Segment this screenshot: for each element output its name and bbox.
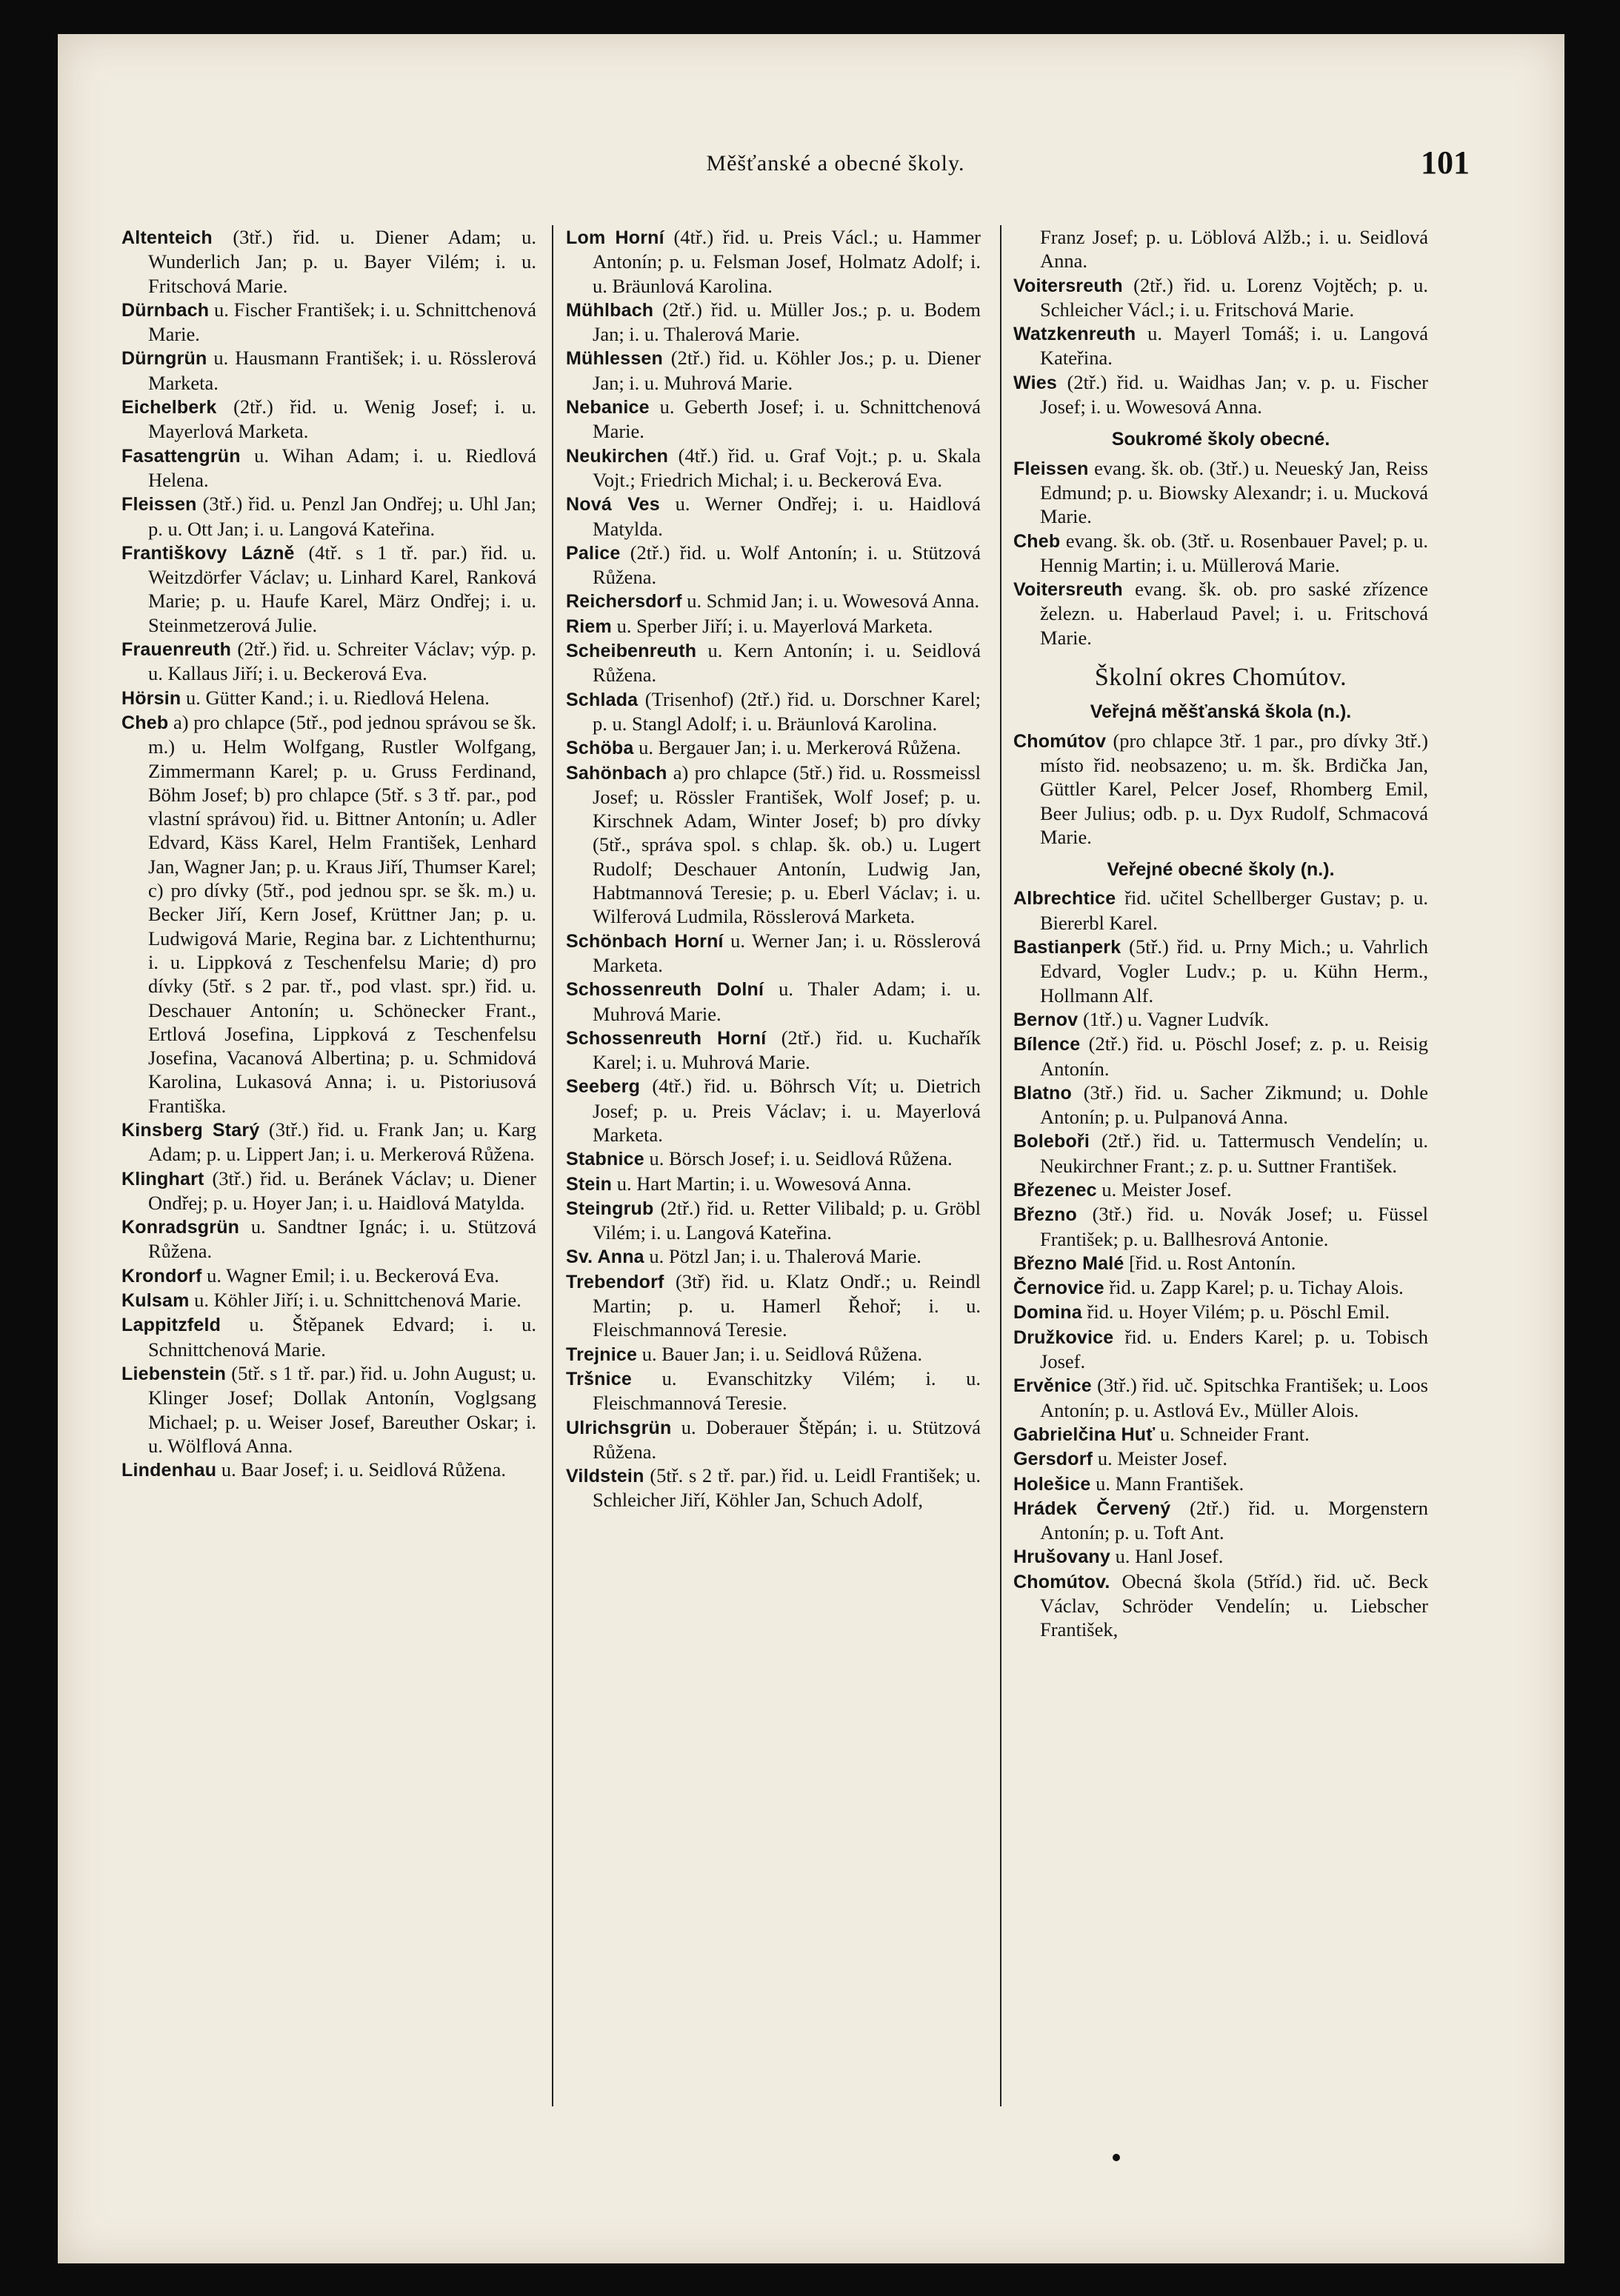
- school-entry: [121, 1312, 536, 1361]
- school-entry: [1013, 1422, 1428, 1446]
- school-entry: [1013, 1569, 1428, 1642]
- school-entry: [566, 1172, 981, 1196]
- entry-text: (2tř.) řid. u. Morgenstern Antonín; p. u. Toft Ant.: [1040, 1496, 1428, 1544]
- entry-text: (2tř.) řid. u. Pöschl Josef; z. p. u. Reisig Antonín.: [1040, 1032, 1428, 1080]
- entry-text: u. Börsch Josef; i. u. Seidlová Růžena.: [649, 1147, 953, 1170]
- place-name: Dürngrün: [121, 348, 207, 370]
- entry-text: (2tř.) řid. u. Retter Vilibald; p. u. Gröbl Vilém; i. u. Langová Kateřina.: [593, 1196, 981, 1244]
- place-name: Chomútov.: [1013, 1571, 1110, 1592]
- entry-text: u. Sperber Jiří; i. u. Mayerlová Marketa.: [616, 614, 933, 637]
- place-name: Lappitzfeld: [121, 1315, 221, 1336]
- entry-text: u. Wihan Adam; i. u. Riedlová Helena.: [148, 444, 536, 491]
- school-entry: [566, 395, 981, 444]
- school-entry: [566, 346, 981, 395]
- place-name: Hrádek Červený: [1013, 1498, 1171, 1519]
- entry-text: (4tř.) řid. u. Graf Vojt.; p. u. Skala Vojt.; Friedrich Michal; i. u. Beckerová Eva.: [593, 444, 981, 491]
- entry-text: (4tř. s 1 tř. par.) řid. u. Weitzdörfer Václav; u. Linhard Karel, Ranková Marie; p. u. Haufe Karel, März Ondřej; i. u. Steinmetzerová Julie.: [148, 541, 536, 636]
- place-name: Steingrub: [566, 1198, 654, 1219]
- entry-text: (2tř.) řid. u. Lorenz Vojtěch; p. u. Schleicher Václ.; i. u. Fritschová Marie.: [1040, 273, 1428, 321]
- school-entry: [121, 1361, 536, 1458]
- entry-text: u. Doberauer Štěpán; i. u. Stützová Růžena.: [593, 1415, 981, 1463]
- place-name: Mühlessen: [566, 348, 663, 370]
- section-heading: Veřejné obecné školy (n.).: [1107, 859, 1335, 881]
- school-entry: [1013, 1446, 1428, 1471]
- entry-text: u. Hausmann František; i. u. Rösslerová Marketa.: [148, 347, 536, 394]
- entry-text: (2tř.) řid. u. Waidhas Jan; v. p. u. Fischer Josef; i. u. Wowesová Anna.: [1040, 370, 1428, 418]
- entry-text: (5tř. s 2 tř. par.) řid. u. Leidl František; u. Schleicher Jiří, Köhler Jan, Schuch Adolf,: [593, 1464, 981, 1512]
- school-entry: [1013, 1275, 1428, 1300]
- school-entry: [566, 614, 981, 638]
- school-entry: [1013, 577, 1428, 650]
- district-heading: Školní okres Chomútov.: [1094, 664, 1347, 692]
- school-entry: [566, 1074, 981, 1147]
- school-entry: [566, 1415, 981, 1464]
- place-name: Fleissen: [1013, 458, 1089, 479]
- school-entry: [1013, 1129, 1428, 1178]
- school-entry: [121, 395, 536, 444]
- place-name: Klinghart: [121, 1168, 204, 1189]
- entry-text: (2tř.) řid. u. Müller Jos.; p. u. Bodem Jan; i. u. Thalerová Marie.: [593, 298, 981, 346]
- school-entry: [1013, 1373, 1428, 1422]
- entry-text: u. Mann František.: [1096, 1472, 1244, 1495]
- place-name: Schönbach Horní: [566, 930, 724, 952]
- school-entry: [1013, 1251, 1428, 1275]
- place-name: Liebenstein: [121, 1363, 227, 1384]
- entry-text: (2tř.) řid. u. Wenig Josef; i. u. Mayerlová Marketa.: [148, 396, 536, 443]
- school-entry: [1013, 1178, 1428, 1202]
- place-name: Schossenreuth Horní: [566, 1027, 767, 1049]
- entry-text: u. Wagner Emil; i. u. Beckerová Eva.: [207, 1264, 499, 1287]
- entry-text: (2tř.) řid. u. Schreiter Václav; výp. p. u. Kallaus Jiří; i. u. Beckerová Eva.: [148, 638, 536, 685]
- school-entry: [1013, 1544, 1428, 1569]
- school-entry: [1013, 729, 1428, 849]
- entry-text: (3tř) řid. u. Klatz Ondř.; u. Reindl Martin; p. u. Hamerl Řehoř; i. u. Fleischmannová Teresie.: [593, 1269, 981, 1341]
- entry-text: řid. učitel Schellberger Gustav; p. u. Biererbl Karel.: [1040, 887, 1428, 934]
- place-name: Riem: [566, 615, 612, 637]
- place-name: Františkovy Lázně: [121, 542, 295, 564]
- section-heading: Veřejná měšťanská škola (n.).: [1090, 701, 1352, 723]
- school-entry: [566, 1366, 981, 1415]
- place-name: Frauenreuth: [121, 639, 232, 661]
- entry-text: (2tř.) řid. u. Tattermusch Vendelín; u. Neukirchner Frant.; z. p. u. Suttner František.: [1040, 1129, 1428, 1177]
- place-name: Chomútov: [1013, 730, 1107, 752]
- entry-text: a) pro chlapce (5tř.) řid. u. Rossmeissl Josef; u. Rössler František, Wolf Josef; p. u. Kirschnek Adam, Winter Josef; b) pro dívky (5tř., správa spol. s chlap. šk. ob.) u. Lugert Rudolf; Deschauer Antonín, Ludwig Jan, Habtmannová Teresie; p. u. Eberl Václav; i. u. Wilferová Ludmila, Rösslerová Marketa.: [593, 761, 981, 928]
- school-entry: [566, 977, 981, 1026]
- place-name: Lom Horní: [566, 227, 664, 248]
- place-name: Seeberg: [566, 1076, 641, 1098]
- entry-text: u. Werner Jan; i. u. Rösslerová Marketa.: [593, 929, 981, 976]
- column-rule: [552, 225, 553, 2106]
- place-name: Reichersdorf: [566, 591, 682, 613]
- entry-text: a) pro chlapce (5tř., pod jednou správou se šk. m.) u. Helm Wolfgang, Rustler Wolfgang, Zimmermann Karel; p. u. Gruss Ferdinand, Böhm Josef; b) pro chlapce (5tř. s 3 tř. par., pod vlastní správou) řid. u. Bittner Antonín; u. Adler Edvard, Käss Karel, Helm František, Lenhard Jan, Wagner Jan; p. u. Kraus Jiří, Thumser Karel; c) pro dívky (5tř., pod jednou spr. se šk. m.) u. Becker Jiří, Kern Josef, Krüttner Jan; p. u. Ludwigová Marie, Regina bar. z Lichtenthurnu; i. u. Lippková z Teschenfelsu Marie; d) pro dívky (5tř. s 2 par. tř., pod vlast. spr.) řid. u. Deschauer Antonín; u. Schönecker Frant., Ertlová Josefina, Lippková z Teschenfelsu Josefina, Vacanová Albertina; p. u. Schmidová Karolina, Lukasová Anna; i. u. Pistoriusová Františka.: [148, 710, 536, 1117]
- entry-text: (3tř.) řid. uč. Spitschka František; u. Loos Antonín; p. u. Astlová Ev., Müller Alois.: [1040, 1374, 1428, 1421]
- place-name: Gabrielčina Huť: [1013, 1424, 1156, 1445]
- place-name: Fasattengrün: [121, 445, 241, 467]
- place-name: Březno Malé: [1013, 1252, 1124, 1274]
- entry-text: (3tř.) řid. u. Sacher Zikmund; u. Dohle Antonín; p. u. Pulpanová Anna.: [1040, 1081, 1428, 1129]
- place-name: Hörsin: [121, 687, 181, 709]
- school-entry: [1013, 1202, 1428, 1251]
- entry-text: u. Meister Josef.: [1101, 1178, 1232, 1201]
- place-name: Palice: [566, 542, 621, 564]
- school-entry: [1013, 935, 1428, 1007]
- place-name: Schöba: [566, 738, 634, 759]
- school-entry: [1013, 529, 1428, 578]
- school-entry: [566, 298, 981, 347]
- entry-text: Obecná škola (5tříd.) řid. uč. Beck Václav, Schröder Vendelín; u. Liebscher František,: [1040, 1569, 1428, 1641]
- place-name: Neukirchen: [566, 445, 669, 467]
- entry-text: [řid. u. Rost Antonín.: [1129, 1251, 1296, 1274]
- place-name: Nová Ves: [566, 494, 660, 515]
- place-name: Domina: [1013, 1302, 1082, 1324]
- place-name: Březenec: [1013, 1179, 1097, 1201]
- school-entry: [1013, 321, 1428, 370]
- place-name: Scheibenreuth: [566, 641, 697, 662]
- school-entry: [566, 225, 981, 298]
- school-entry: [1013, 370, 1428, 419]
- place-name: Mühlbach: [566, 299, 654, 321]
- school-entry: [566, 1342, 981, 1366]
- school-entry: [1013, 1300, 1428, 1324]
- place-name: Kulsam: [121, 1290, 190, 1312]
- school-entry: [566, 761, 981, 929]
- school-entry: [1013, 273, 1428, 322]
- school-entry: [566, 1464, 981, 1512]
- place-name: Bernov: [1013, 1009, 1079, 1030]
- school-entry: [1013, 1032, 1428, 1081]
- place-name: Kinsberg Starý: [121, 1119, 260, 1141]
- school-entry: [566, 492, 981, 541]
- school-entry: [566, 541, 981, 590]
- school-entry: [566, 735, 981, 760]
- entry-text: (1tř.) u. Vagner Ludvík.: [1082, 1007, 1270, 1030]
- school-entry: [121, 541, 536, 637]
- entry-text: (5tř. s 1 tř. par.) řid. u. John August; u. Klinger Josef; Dollak Antonín, Voglgsang Michael; p. u. Weiser Josef, Bareuther Oskar; i. u. Wölflová Anna.: [148, 1361, 536, 1457]
- entry-text: u. Štěpanek Edvard; i. u. Schnittchenová Marie.: [148, 1313, 536, 1361]
- entry-text: u. Fischer František; i. u. Schnittchenová Marie.: [148, 298, 536, 346]
- place-name: Březno: [1013, 1204, 1077, 1226]
- place-name: Boleboři: [1013, 1131, 1090, 1152]
- entry-text: u. Kern Antonín; i. u. Seidlová Růžena.: [593, 639, 981, 687]
- school-entry: [1013, 886, 1428, 935]
- school-entry: [566, 1269, 981, 1342]
- entry-text: (4tř.) řid. u. Preis Václ.; u. Hammer Antonín; p. u. Felsman Josef, Holmatz Adolf; i. u. Bräunlová Karolina.: [593, 226, 981, 297]
- running-title: Měšťanské a obecné školy.: [706, 151, 965, 176]
- entry-text: evang. šk. ob. (3tř.) u. Neueský Jan, Reiss Edmund; p. u. Biowsky Alexandr; i. u. Mucková Marie.: [1040, 456, 1428, 528]
- entry-text: (pro chlapce 3tř. 1 par., pro dívky 3tř.) místo řid. neobsazeno; u. m. šk. Brdička Jan, Güttler Karel, Pelcer Josef, Rhomberg Emil, Beer Julius; odb. p. u. Dyx Rudolf, Schmacová Marie.: [1040, 729, 1428, 848]
- school-entry: [1013, 1472, 1428, 1496]
- place-name: Schossenreuth Dolní: [566, 979, 764, 1001]
- page-number: 101: [1421, 144, 1470, 181]
- school-entry: [121, 637, 536, 686]
- entry-text: (5tř.) řid. u. Prny Mich.; u. Vahrlich Edvard, Vogler Ludv.; p. u. Kühn Herm., Hollmann Alf.: [1040, 935, 1428, 1007]
- school-entry: [566, 589, 981, 613]
- place-name: Holešice: [1013, 1473, 1091, 1495]
- place-name: Ulrichsgrün: [566, 1417, 672, 1438]
- place-name: Sv. Anna: [566, 1247, 644, 1268]
- place-name: Voitersreuth: [1013, 579, 1123, 601]
- school-entry: [1013, 456, 1428, 529]
- column-rule: [1000, 225, 1001, 2106]
- school-entry: [1013, 1081, 1428, 1129]
- place-name: Eichelberk: [121, 397, 217, 418]
- entry-text: (3tř.) řid. u. Beránek Václav; u. Diener Ondřej; p. u. Hoyer Jan; i. u. Haidlová Matylda.: [148, 1167, 536, 1214]
- school-entry: [1013, 1496, 1428, 1545]
- school-entry: [566, 444, 981, 493]
- place-name: Ervěnice: [1013, 1375, 1092, 1397]
- place-name: Schlada: [566, 689, 639, 710]
- place-name: Wies: [1013, 372, 1057, 393]
- school-entry: [121, 1167, 536, 1215]
- entry-text: (3tř.) řid. u. Diener Adam; u. Wunderlich Jan; p. u. Bayer Vilém; i. u. Fritschová Marie.: [148, 226, 536, 297]
- entry-text: u. Baar Josef; i. u. Seidlová Růžena.: [221, 1458, 506, 1481]
- school-entry: [566, 1244, 981, 1269]
- entry-text: u. Thaler Adam; i. u. Muhrová Marie.: [593, 978, 981, 1025]
- school-entry: [121, 1118, 536, 1167]
- entry-text: (3tř.) řid. u. Frank Jan; u. Karg Adam; p. u. Lippert Jan; i. u. Merkerová Růžena.: [148, 1118, 536, 1166]
- entry-text: u. Bergauer Jan; i. u. Merkerová Růžena.: [639, 736, 961, 759]
- entry-text: u. Hart Martin; i. u. Wowesová Anna.: [616, 1172, 912, 1195]
- text-column-left: [121, 225, 536, 2121]
- school-entry: [566, 1196, 981, 1245]
- school-entry: [121, 444, 536, 493]
- school-entry: [121, 1288, 536, 1312]
- entry-text: evang. šk. ob. (3tř. u. Rosenbauer Pavel; p. u. Hennig Martin; i. u. Müllerová Marie.: [1040, 529, 1428, 576]
- school-entry: [1013, 1007, 1428, 1032]
- school-entry: [121, 710, 536, 1118]
- place-name: Nebanice: [566, 397, 650, 418]
- place-name: Cheb: [1013, 530, 1061, 552]
- entry-text: u. Werner Ondřej; i. u. Haidlová Matylda.: [593, 493, 981, 540]
- entry-text: řid. u. Zapp Karel; p. u. Tichay Alois.: [1109, 1276, 1404, 1299]
- entry-text: u. Evanschitzky Vilém; i. u. Fleischmannová Teresie.: [593, 1366, 981, 1415]
- place-name: Krondorf: [121, 1265, 202, 1287]
- text-column-right: [1013, 225, 1428, 2121]
- entry-text: u. Meister Josef.: [1097, 1447, 1227, 1470]
- entry-text: u. Mayerl Tomáš; i. u. Langová Kateřina.: [1040, 322, 1428, 370]
- school-entry: [566, 1147, 981, 1171]
- place-name: Lindenhau: [121, 1460, 217, 1481]
- entry-text: evang. šk. ob. pro saské zřízence železn. u. Haberlaud Pavel; i. u. Fritschová Marie.: [1040, 578, 1428, 649]
- section-heading: Soukromé školy obecné.: [1111, 429, 1330, 450]
- entry-text: řid. u. Hoyer Vilém; p. u. Pöschl Emil.: [1087, 1301, 1390, 1324]
- place-name: Tršnice: [566, 1368, 632, 1389]
- entry-text: u. Pötzl Jan; i. u. Thalerová Marie.: [649, 1245, 921, 1268]
- place-name: Hrušovany: [1013, 1546, 1111, 1568]
- place-name: Družkovice: [1013, 1326, 1114, 1348]
- place-name: Černovice: [1013, 1278, 1104, 1299]
- continued-text: Franz Josef; p. u. Löblová Alžb.; i. u. Seidlová Anna.: [1040, 226, 1428, 273]
- place-name: Cheb: [121, 712, 169, 733]
- school-entry: [121, 1264, 536, 1288]
- school-entry: [566, 929, 981, 978]
- entry-text: u. Hanl Josef.: [1115, 1545, 1224, 1568]
- place-name: Watzkenreuth: [1013, 324, 1136, 345]
- text-column-middle: [566, 225, 981, 2121]
- school-entry: [121, 1458, 536, 1482]
- place-name: Trejnice: [566, 1344, 638, 1365]
- entry-text: (3tř.) řid. u. Penzl Jan Ondřej; u. Uhl Jan; p. u. Ott Jan; i. u. Langová Kateřina.: [148, 493, 536, 540]
- school-entry: [121, 686, 536, 710]
- place-name: Stein: [566, 1173, 613, 1195]
- place-name: Fleissen: [121, 494, 197, 515]
- school-entry: [566, 638, 981, 687]
- entry-text: u. Geberth Josef; i. u. Schnittchenová Marie.: [593, 396, 981, 443]
- place-name: Trebendorf: [566, 1271, 664, 1292]
- school-entry: [121, 346, 536, 395]
- entry-text: (3tř.) řid. u. Novák Josef; u. Füssel František; p. u. Ballhesrová Antonie.: [1040, 1203, 1428, 1250]
- entry-text: (2tř.) řid. u. Köhler Jos.; p. u. Diener Jan; i. u. Muhrová Marie.: [593, 347, 981, 394]
- place-name: Albrechtice: [1013, 888, 1116, 910]
- entry-text: u. Schmid Jan; i. u. Wowesová Anna.: [687, 590, 980, 613]
- school-entry: [121, 1215, 536, 1264]
- entry-text: řid. u. Enders Karel; p. u. Tobisch Josef.: [1040, 1325, 1428, 1373]
- place-name: Konradsgrün: [121, 1217, 240, 1238]
- entry-text: u. Schneider Frant.: [1160, 1422, 1310, 1445]
- place-name: Gersdorf: [1013, 1449, 1093, 1470]
- entry-text: (4tř.) řid. u. Böhrsch Vít; u. Dietrich Josef; p. u. Preis Václav; i. u. Mayerlová Marketa.: [593, 1075, 981, 1146]
- entry-text: (2tř.) řid. u. Wolf Antonín; i. u. Stützová Růžena.: [593, 541, 981, 589]
- school-entry: [566, 1026, 981, 1075]
- place-name: Blatno: [1013, 1082, 1072, 1104]
- school-entry: [121, 298, 536, 347]
- school-entry: [121, 225, 536, 298]
- scanned-page: [58, 34, 1564, 2263]
- school-entry: [1013, 1325, 1428, 1374]
- entry-text: u. Bauer Jan; i. u. Seidlová Růžena.: [641, 1342, 923, 1365]
- place-name: Bastianperk: [1013, 937, 1121, 958]
- ink-dot: [1113, 2154, 1120, 2161]
- entry-text: (Trisenhof) (2tř.) řid. u. Dorschner Karel; p. u. Stangl Adolf; i. u. Bräunlová Karolina.: [593, 687, 981, 735]
- place-name: Stabnice: [566, 1149, 644, 1170]
- place-name: Vildstein: [566, 1466, 644, 1487]
- entry-text: u. Sandtner Ignác; i. u. Stützová Růžena.: [148, 1215, 536, 1263]
- school-entry: [566, 687, 981, 736]
- entry-text: u. Köhler Jiří; i. u. Schnittchenová Marie.: [194, 1289, 521, 1312]
- entry-text: u. Gütter Kand.; i. u. Riedlová Helena.: [186, 686, 490, 709]
- place-name: Sahönbach: [566, 762, 667, 784]
- entry-text: (2tř.) řid. u. Kuchařík Karel; i. u. Muhrová Marie.: [593, 1026, 981, 1074]
- place-name: Dürnbach: [121, 299, 210, 321]
- place-name: Voitersreuth: [1013, 275, 1123, 296]
- school-entry: [121, 492, 536, 541]
- place-name: Altenteich: [121, 227, 213, 248]
- place-name: Bílence: [1013, 1034, 1081, 1055]
